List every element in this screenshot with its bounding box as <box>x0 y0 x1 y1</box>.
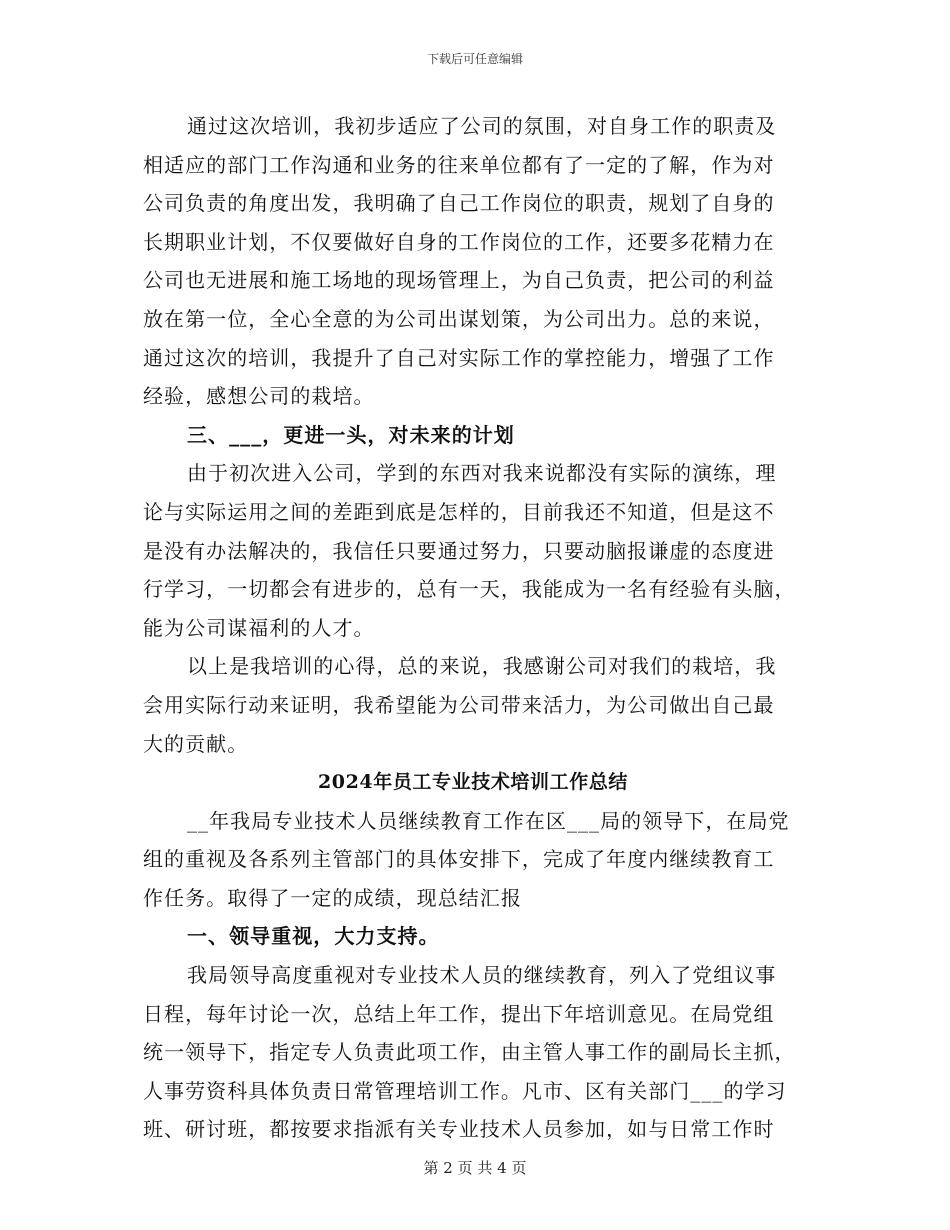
section-heading: 一、领导重视，大力支持。 <box>187 924 440 949</box>
document-title: 2024年员工专业技术培训工作总结 <box>317 771 629 794</box>
paragraph-line: 通过这次培训，我初步适应了公司的氛围，对自身工作的职责及 <box>187 114 777 138</box>
paragraph-line: 班、研讨班，都按要求指派有关专业技术人员参加，如与日常工作时 <box>143 1117 775 1142</box>
paragraph-line: 由于初次进入公司，学到的东西对我来说都没有实际的演练，理 <box>187 461 777 486</box>
paragraph-line: 大的贡献。 <box>143 731 249 756</box>
paragraph-line: 论与实际运用之间的差距到底是怎样的，目前我还不知道，但是这不 <box>143 499 775 524</box>
paragraph-line: 经验，感想公司的栽培。 <box>143 384 375 409</box>
paragraph-line: 统一领导下，指定专人负责此项工作，由主管人事工作的副局长主抓， <box>143 1040 796 1065</box>
page-footer: 第 2 页 共 4 页 <box>423 1159 527 1177</box>
paragraph-line: 公司负责的角度出发，我明确了自己工作岗位的职责，规划了自身的 <box>143 191 775 216</box>
paragraph-line: 组的重视及各系列主管部门的具体安排下，完成了年度内继续教育工 <box>143 847 775 872</box>
paragraph-line: 作任务。取得了一定的成绩，现总结汇报 <box>143 885 522 910</box>
paragraph-line: 长期职业计划，不仅要做好自身的工作岗位的工作，还要多花精力在 <box>143 229 775 254</box>
paragraph-line: 人事劳资科具体负责日常管理培训工作。凡市、区有关部门___的学习 <box>143 1078 787 1103</box>
paragraph-line: 公司也无进展和施工场地的现场管理上，为自己负责，把公司的利益 <box>143 268 775 293</box>
paragraph-line: __年我局专业技术人员继续教育工作在区___局的领导下，在局党 <box>187 808 790 833</box>
paragraph-line: 通过这次的培训，我提升了自己对实际工作的掌控能力，增强了工作 <box>143 345 775 370</box>
paragraph-line: 是没有办法解决的，我信任只要通过努力，只要动脑报谦虚的态度进 <box>143 538 775 563</box>
paragraph-line: 放在第一位，全心全意的为公司出谋划策，为公司出力。总的来说， <box>143 306 775 331</box>
paragraph-line: 日程，每年讨论一次，总结上年工作，提出下年培训意见。在局党组 <box>143 1001 775 1026</box>
paragraph-line: 相适应的部门工作沟通和业务的往来单位都有了一定的了解，作为对 <box>143 152 775 177</box>
paragraph-line: 我局领导高度重视对专业技术人员的继续教育，列入了党组议事 <box>187 963 777 988</box>
paragraph-line: 会用实际行动来证明，我希望能为公司带来活力，为公司做出自己最 <box>143 692 775 717</box>
document-body <box>143 107 803 1149</box>
page-header: 下载后可任意编辑 <box>426 52 523 66</box>
paragraph-line: 能为公司谋福利的人才。 <box>143 615 375 640</box>
section-heading: 三、___，更进一头，对未来的计划 <box>187 422 515 447</box>
paragraph-line: 以上是我培训的心得，总的来说，我感谢公司对我们的栽培，我 <box>187 654 777 679</box>
paragraph-line: 行学习，一切都会有进步的，总有一天，我能成为一名有经验有头脑， <box>143 577 796 602</box>
